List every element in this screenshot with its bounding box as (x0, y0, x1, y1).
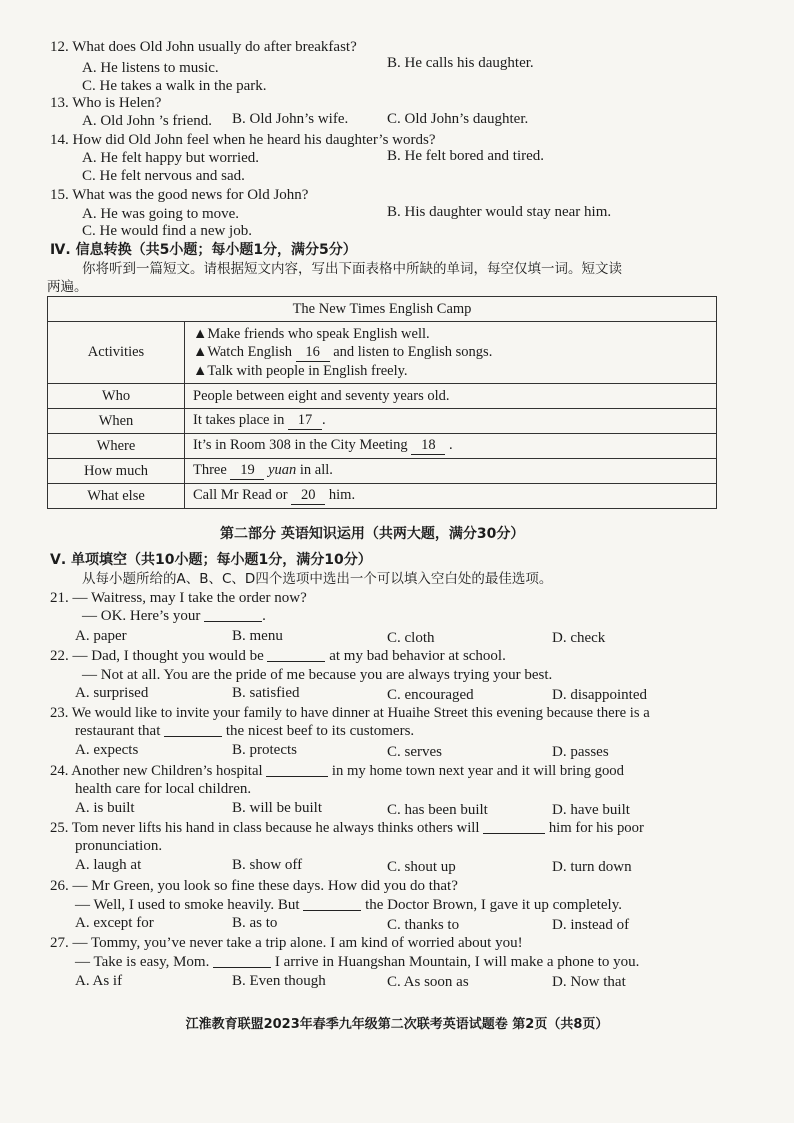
row-value-activities (185, 322, 717, 384)
q26-option-d: D. instead of (552, 917, 630, 933)
q25-stem-line2: pronunciation. (75, 838, 163, 854)
q26-option-c: C. thanks to (387, 917, 460, 933)
q23-option-c: C. serves (387, 744, 442, 760)
q23-stem: 23. We would like to invite your family to have dinner at Huaihe Street this evening because there is a (50, 705, 650, 721)
q26-option-b: B. as to (232, 915, 278, 931)
q22-option-a: A. surprised (75, 685, 149, 701)
q14-stem: 14. How did Old John feel when he heard his daughter’s words? (50, 132, 436, 148)
section-5-instruction: 从每小题所给的A、B、C、D四个选项中选出一个可以填入空白处的最佳选项。 (82, 571, 553, 587)
q26-stem: 26. — Mr Green, you look so fine these days. How did you do that? (50, 878, 458, 894)
page-footer: 江淮教育联盟2023年春季九年级第二次联考英语试题卷 第2页（共8页） (185, 1017, 609, 1032)
q22-option-d: D. disappointed (552, 687, 647, 703)
row-value-how-much: Three 19 yuan in all. (185, 459, 717, 484)
activity-item: ▲Watch English 16 and listen to English songs. (193, 344, 493, 360)
q27-option-d: D. Now that (552, 974, 626, 990)
blank-16[interactable]: 16 (296, 343, 330, 362)
q25-option-c: C. shout up (387, 859, 456, 875)
answer-blank[interactable] (483, 819, 545, 834)
q12-option-a: A. He listens to music. (82, 60, 219, 76)
q23-option-d: D. passes (552, 744, 609, 760)
q15-option-a: A. He was going to move. (82, 206, 240, 222)
activity-item: ▲Make friends who speak English well. (193, 326, 430, 342)
q21-option-a: A. paper (75, 628, 127, 644)
blank-20[interactable]: 20 (291, 487, 325, 505)
q14-option-a: A. He felt happy but worried. (82, 150, 260, 166)
q23-option-a: A. expects (75, 742, 139, 758)
answer-blank[interactable] (204, 607, 262, 622)
q26-option-a: A. except for (75, 915, 154, 931)
q13-option-a: A. Old John ’s friend. (82, 113, 212, 129)
part-2-title: 第二部分 英语知识运用（共两大题，满分30分） (220, 526, 525, 542)
row-label-where: Where (48, 434, 185, 459)
blank-17[interactable]: 17 (288, 412, 322, 430)
q24-option-d: D. have built (552, 802, 630, 818)
row-label-how-much: How much (48, 459, 185, 484)
q24-option-a: A. is built (75, 800, 135, 816)
q12-stem: 12. What does Old John usually do after breakfast? (50, 39, 357, 55)
q25-option-b: B. show off (232, 857, 303, 873)
q22-stem: 22. — Dad, I thought you would be at my bad behavior at school. (50, 648, 506, 664)
q27-option-b: B. Even though (232, 973, 326, 989)
q12-option-c: C. He takes a walk in the park. (82, 78, 267, 94)
section-5-title: Ⅴ. 单项填空（共10小题；每小题1分，满分10分） (50, 552, 372, 568)
q27-stem-line2: — Take is easy, Mom. I arrive in Huangshan Mountain, I will make a phone to you. (75, 954, 640, 970)
q27-option-c: C. As soon as (387, 974, 469, 990)
row-label-who: Who (48, 384, 185, 409)
q21-option-b: B. menu (232, 628, 283, 644)
row-value-when: It takes place in 17 . (185, 409, 717, 434)
answer-blank[interactable] (164, 722, 222, 737)
section-4-instruction: 你将听到一篇短文。请根据短文内容，写出下面表格中所缺的单词，每空仅填一词。短文读 (82, 261, 622, 277)
q22-option-c: C. encouraged (387, 687, 474, 703)
q21-option-c: C. cloth (387, 630, 435, 646)
blank-19[interactable]: 19 (230, 462, 264, 480)
q24-option-c: C. has been built (387, 802, 488, 818)
q14-option-c: C. He felt nervous and sad. (82, 168, 245, 184)
q21-option-d: D. check (552, 630, 606, 646)
q26-stem-line2: — Well, I used to smoke heavily. But the Doctor Brown, I gave it up completely. (75, 897, 622, 913)
row-value-what-else: Call Mr Read or 20 him. (185, 484, 717, 509)
activity-item: ▲Talk with people in English freely. (193, 363, 408, 379)
table-title: The New Times English Camp (48, 297, 717, 322)
info-table (47, 296, 717, 509)
answer-blank[interactable] (267, 647, 325, 662)
q24-stem-line2: health care for local children. (75, 781, 252, 797)
answer-blank[interactable] (213, 953, 271, 968)
q21-stem: 21. — Waitress, may I take the order now? (50, 590, 307, 606)
answer-blank[interactable] (303, 896, 361, 911)
q13-option-b: B. Old John’s wife. (232, 111, 349, 127)
row-value-who: People between eight and seventy years old. (185, 384, 717, 409)
q14-option-b: B. He felt bored and tired. (387, 148, 545, 164)
section-4-title: Ⅳ. 信息转换（共5小题；每小题1分，满分5分） (50, 242, 357, 258)
q15-stem: 15. What was the good news for Old John? (50, 187, 309, 203)
q23-stem-line2: restaurant that the nicest beef to its customers. (75, 723, 415, 739)
q15-option-c: C. He would find a new job. (82, 223, 252, 239)
section-4-instruction-cont: 两遍。 (47, 279, 88, 295)
q25-stem: 25. Tom never lifts his hand in class because he always thinks others will him for his poor (50, 820, 644, 836)
q24-stem: 24. Another new Children’s hospital in my home town next year and it will bring good (50, 763, 624, 779)
q22-option-b: B. satisfied (232, 685, 300, 701)
q21-stem-line2: — OK. Here’s your . (82, 608, 266, 624)
q12-option-b: B. He calls his daughter. (387, 55, 534, 71)
answer-blank[interactable] (266, 762, 328, 777)
q23-option-b: B. protects (232, 742, 297, 758)
q27-stem: 27. — Tommy, you’ve never take a trip alone. I am kind of worried about you! (50, 935, 523, 951)
q25-option-d: D. turn down (552, 859, 632, 875)
q13-option-c: C. Old John’s daughter. (387, 111, 529, 127)
row-label-activities: Activities (48, 322, 185, 384)
row-value-where: It’s in Room 308 in the City Meeting 18 . (185, 434, 717, 459)
q13-stem: 13. Who is Helen? (50, 95, 162, 111)
q22-stem-line2: — Not at all. You are the pride of me because you are always trying your best. (82, 667, 553, 683)
q25-option-a: A. laugh at (75, 857, 142, 873)
q15-option-b: B. His daughter would stay near him. (387, 204, 612, 220)
blank-18[interactable]: 18 (411, 437, 445, 455)
q27-option-a: A. As if (75, 973, 123, 989)
q24-option-b: B. will be built (232, 800, 322, 816)
row-label-when: When (48, 409, 185, 434)
row-label-what-else: What else (48, 484, 185, 509)
